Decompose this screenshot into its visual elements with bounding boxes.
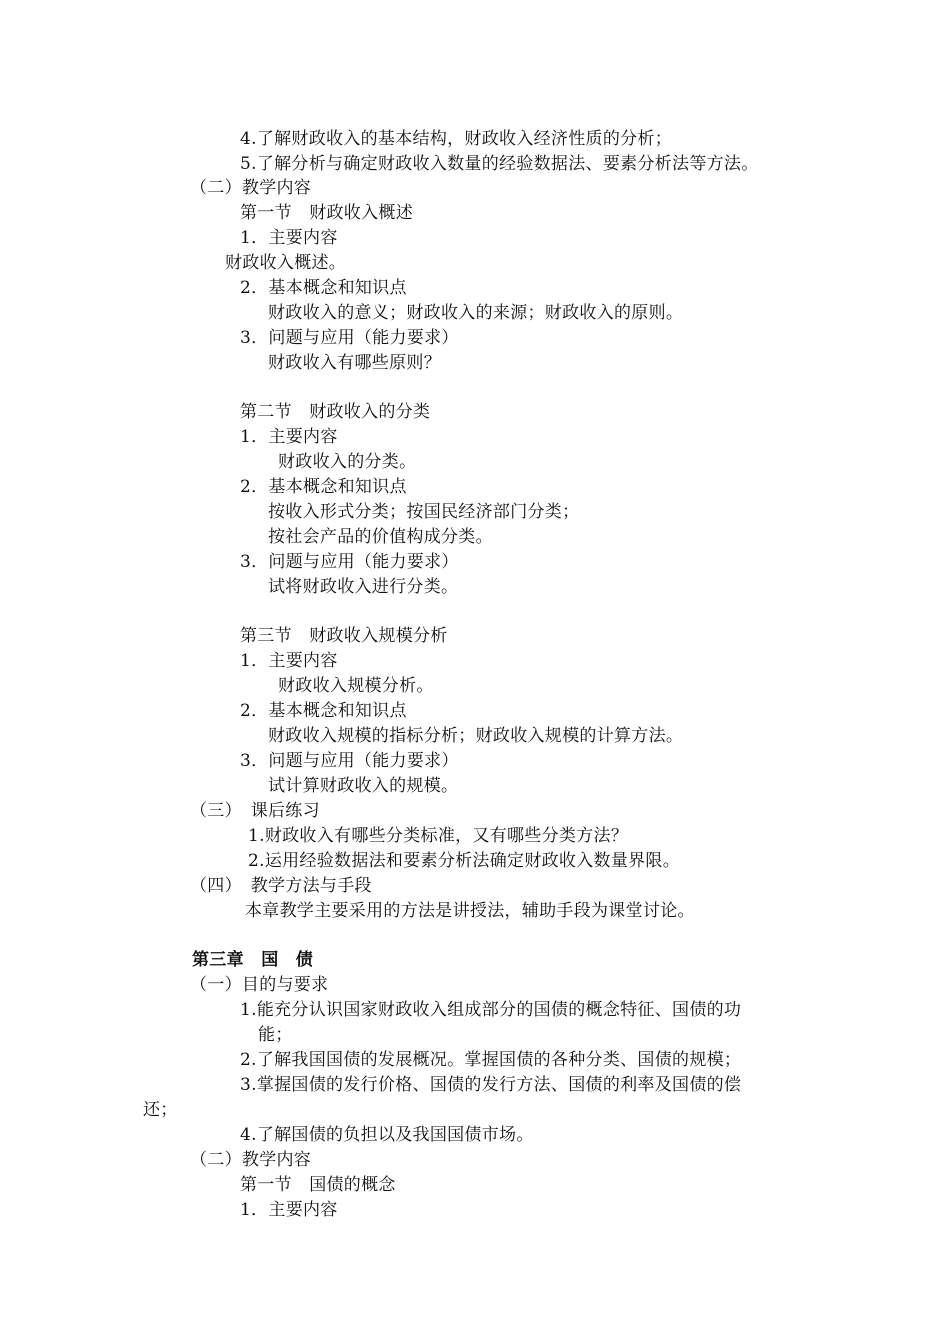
lesson-heading-3: 第三节 财政收入规模分析 (240, 626, 448, 646)
lesson-heading-1: 第一节 国债的概念 (240, 1175, 396, 1195)
exercise-item-1: 1.财政收入有哪些分类标准，又有哪些分类方法？ (248, 826, 629, 846)
objective-item-1-continued: 能； (258, 1025, 293, 1045)
lesson-heading-1: 第一节 财政收入概述 (240, 203, 413, 223)
paragraph-text: 财政收入规模分析。 (278, 676, 434, 696)
objective-item-1: 1.能充分认识国家财政收入组成部分的国债的概念特征、国债的功 (240, 1000, 742, 1020)
paragraph-text: 按社会产品的价值构成分类。 (268, 527, 493, 547)
paragraph-text: 财政收入有哪些原则？ (268, 353, 441, 373)
section-heading-teaching-content: （二）教学内容 (190, 178, 312, 198)
paragraph-text: 财政收入的意义；财政收入的来源；财政收入的原则。 (268, 303, 684, 323)
section-heading-objectives: （一）目的与要求 (190, 975, 329, 995)
subheading-questions: 3．问题与应用（能力要求） (240, 328, 459, 348)
lesson-heading-2: 第二节 财政收入的分类 (240, 402, 431, 422)
paragraph-text: 财政收入概述。 (225, 253, 347, 273)
objective-item-3-continued: 还； (143, 1100, 178, 1120)
subheading-main-content: 1．主要内容 (240, 427, 338, 447)
subheading-concepts: 2．基本概念和知识点 (240, 477, 407, 497)
subheading-concepts: 2．基本概念和知识点 (240, 278, 407, 298)
paragraph-text: 试计算财政收入的规模。 (268, 776, 459, 796)
section-heading-methods: （四） 教学方法与手段 (190, 876, 372, 896)
chapter-title: 第三章 国 债 (192, 950, 314, 970)
objective-item-4: 4.了解财政收入的基本结构，财政收入经济性质的分析； (240, 129, 673, 149)
objective-item-2: 2.了解我国国债的发展概况。掌握国债的各种分类、国债的规模； (240, 1050, 742, 1070)
paragraph-text: 本章教学主要采用的方法是讲授法，辅助手段为课堂讨论。 (245, 901, 695, 921)
subheading-questions: 3．问题与应用（能力要求） (240, 751, 459, 771)
subheading-main-content: 1．主要内容 (240, 1200, 338, 1220)
section-heading-exercises: （三） 课后练习 (190, 801, 320, 821)
paragraph-text: 试将财政收入进行分类。 (268, 577, 459, 597)
paragraph-text: 按收入形式分类；按国民经济部门分类； (268, 502, 580, 522)
subheading-main-content: 1．主要内容 (240, 228, 338, 248)
subheading-concepts: 2．基本概念和知识点 (240, 701, 407, 721)
objective-item-4: 4.了解国债的负担以及我国国债市场。 (240, 1125, 534, 1145)
exercise-item-2: 2.运用经验数据法和要素分析法确定财政收入数量界限。 (248, 851, 681, 871)
subheading-main-content: 1．主要内容 (240, 651, 338, 671)
section-heading-teaching-content: （二）教学内容 (190, 1150, 312, 1170)
objective-item-3: 3.掌握国债的发行价格、国债的发行方法、国债的利率及国债的偿 (240, 1075, 742, 1095)
subheading-questions: 3．问题与应用（能力要求） (240, 552, 459, 572)
paragraph-text: 财政收入的分类。 (278, 452, 417, 472)
objective-item-5: 5.了解分析与确定财政收入数量的经验数据法、要素分析法等方法。 (240, 154, 759, 174)
paragraph-text: 财政收入规模的指标分析；财政收入规模的计算方法。 (268, 726, 684, 746)
